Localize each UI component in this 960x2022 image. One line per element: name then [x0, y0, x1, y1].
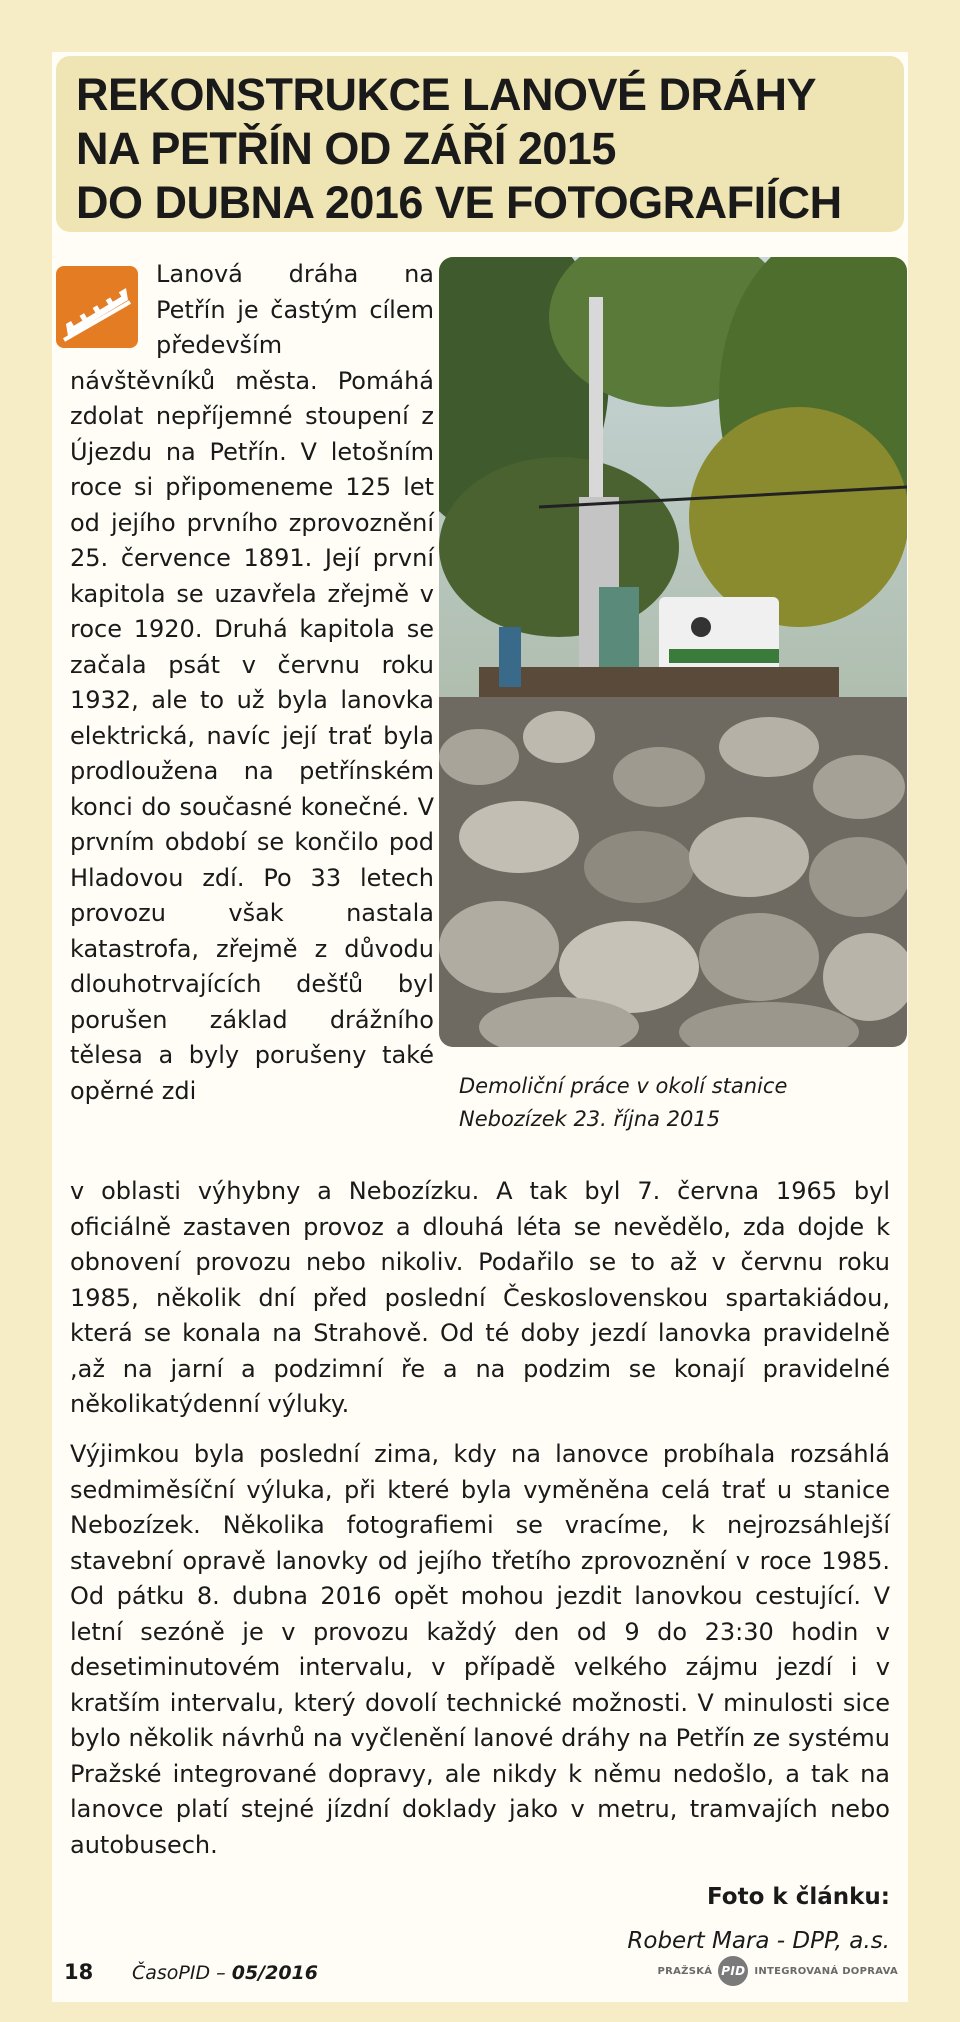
logo-text-right: INTEGROVANÁ DOPRAVA	[754, 1965, 898, 1977]
intro-column	[70, 257, 434, 1109]
demolition-photo	[439, 257, 907, 1047]
intro-continued-paragraph: v oblasti výhybny a Nebozízku. A tak byl 7. června 1965 byl oficiálně zastaven provoz a dlouhá léta se nevědělo, zda dojde k obnovení provozu nebo nikoliv. Podařilo se to až v červnu roku 1985, několik dní před poslední Československou spartakiádou, která se konala na Strahově. Od té doby jezdí lanovka pravidelně ,až na jarní a podzimní ře a na podzim se konají pravidelné několikatýdenní výluky.	[70, 1177, 890, 1418]
intro-paragraph: Lanová dráha na Petřín je častým cílem především návštěvníků města. Pomáhá zdolat nepříjemné stoupení z Újezdu na Petřín. V letošním roce si připomeneme 125 let od jejího prvního zprovoznění 25. července 1891. Její první kapitola se uzavřela zřejmě v roce 1920. Druhá kapitola se začala psát v červnu roku 1932, ale to už byla lanovka elektrická, navíc její trať byla prodloužena na petřínském konci do současné konečné. V prvním období se končilo pod Hladovou zdí. Po 33 letech provozu však nastala katastrofa, zřejmě z důvodu dlouhotrvajících dešťů byl porušen základ drážního tělesa a byly porušeny také opěrné zdi	[70, 260, 434, 1105]
photo-credit-name: Robert Mara - DPP, a.s.	[627, 1928, 890, 1954]
issue-number: 05/2016	[231, 1962, 318, 1984]
photo-caption: Demoliční práce v okolí stanice Nebozízek 23. října 2015	[459, 1074, 788, 1131]
photo-credit-label: Foto k článku:	[707, 1884, 890, 1910]
title-line: REKONSTRUKCE LANOVÉ DRÁHY	[76, 69, 817, 120]
pid-mark-icon: PID	[718, 1956, 748, 1986]
logo-text-left: PRAŽSKÁ	[657, 1965, 713, 1977]
page-number: 18	[64, 1960, 94, 1984]
article-title	[76, 68, 842, 230]
title-line: DO DUBNA 2016 VE FOTOGRAFIÍCH	[76, 177, 842, 228]
magazine-issue: ČasoPID – 05/2016	[132, 1962, 318, 1984]
icon-spacer	[70, 257, 156, 363]
second-paragraph: Výjimkou byla poslední zima, kdy na lanovce probíhala rozsáhlá sedmiměsíční výluka, při které byla vyměněna celá trať u stanice Nebozízek. Několika fotografiemi se vracíme, k nejrozsáhlejší stavební opravě lanovky od jejího třetího zprovoznění v roce 1985. Od pátku 8. dubna 2016 opět mohou jezdit lanovkou cestující. V letní sezóně je v provozu každý den od 9 do 23:30 hodin v desetiminutovém intervalu, v případě velkého zájmu jezdí i v kratším intervalu, který dovolí technické možnosti. V minulosti sice bylo několik návrhů na vyčlenění lanové dráhy na Petřín ze systému Pražské integrované dopravy, ale nikdy k němu nedošlo, a tak na lanovce platí stejné jízdní doklady jako v metru, tramvajích nebo autobusech.	[70, 1440, 890, 1859]
title-line: NA PETŘÍN OD ZÁŘÍ 2015	[76, 123, 616, 174]
pid-logo	[658, 1954, 898, 1988]
title-box	[56, 56, 904, 232]
magazine-name: ČasoPID	[132, 1962, 211, 1984]
photo-caption-box	[439, 1054, 905, 1154]
article-page	[52, 52, 908, 2002]
